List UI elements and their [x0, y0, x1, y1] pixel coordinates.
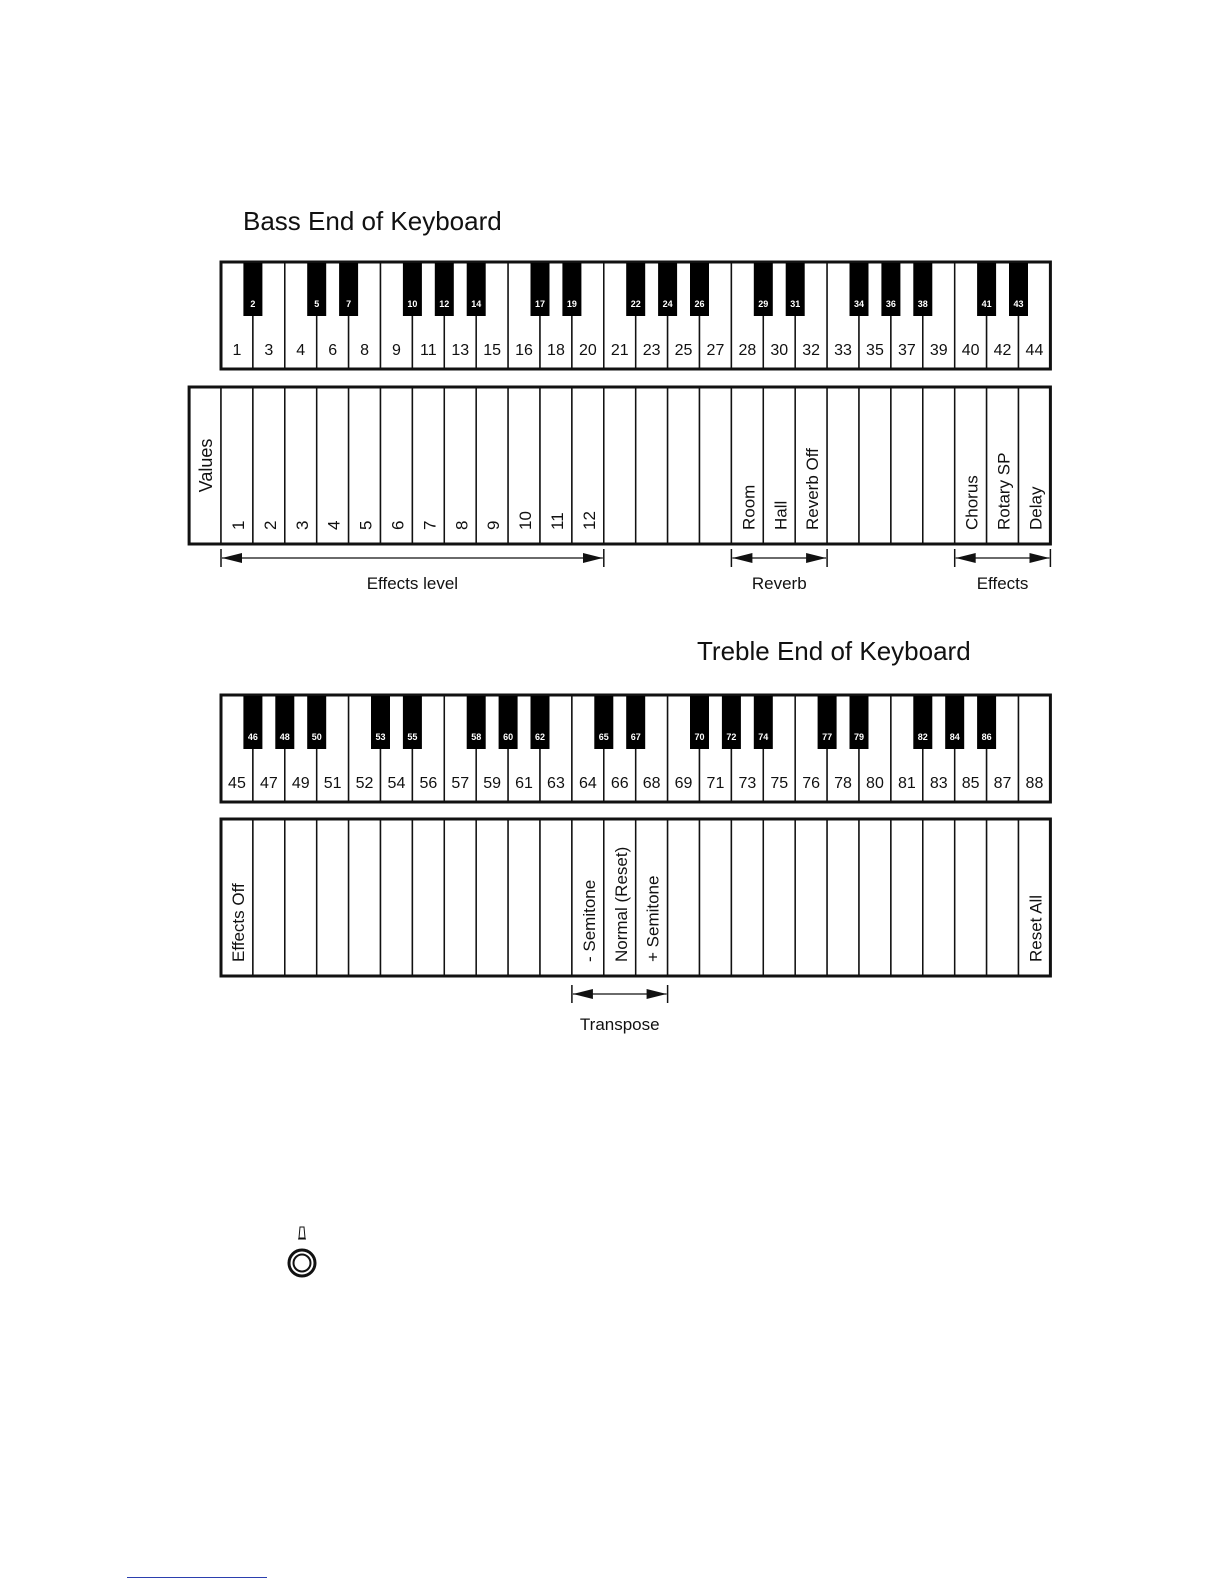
function-cell [859, 387, 891, 544]
function-cell [795, 819, 827, 976]
white-key-number: 80 [866, 775, 884, 792]
function-label: 6 [388, 520, 408, 530]
black-key-number: 34 [853, 299, 865, 309]
function-label: Chorus [962, 475, 982, 530]
white-key-number: 52 [355, 775, 374, 792]
black-key-number: 48 [279, 732, 290, 742]
function-cell [285, 387, 317, 544]
function-cell [381, 387, 413, 544]
black-key-number: 70 [694, 732, 705, 742]
black-key-number: 24 [662, 299, 673, 309]
white-key-number: 28 [738, 342, 757, 359]
white-key-number: 68 [642, 775, 661, 792]
black-key-number: 82 [917, 732, 928, 742]
function-label: Room [739, 484, 759, 530]
function-label: - Semitone [579, 879, 599, 962]
function-cell [923, 387, 955, 544]
function-cell [349, 819, 381, 976]
black-key-number: 67 [630, 732, 641, 742]
function-label: 11 [547, 512, 567, 530]
white-key-number: 88 [1025, 775, 1044, 792]
white-key-number: 49 [291, 775, 310, 792]
footer-rule [127, 1577, 267, 1578]
function-cell [476, 387, 508, 544]
black-key-number: 14 [471, 299, 482, 309]
function-label: Delay [1026, 486, 1046, 530]
white-key-number: 32 [802, 342, 821, 359]
function-label: Rotary SP [994, 452, 1014, 530]
black-key-number: 86 [981, 732, 992, 742]
group-label: Effects level [366, 574, 459, 593]
black-key-number: 38 [917, 299, 928, 309]
black-key-number: 43 [1013, 299, 1024, 309]
white-key-number: 20 [578, 342, 597, 359]
function-label: 12 [579, 511, 599, 530]
function-cell [668, 819, 700, 976]
white-key-number: 78 [834, 775, 852, 792]
white-key-number: 59 [483, 775, 502, 792]
treble-section-title: Treble End of Keyboard [697, 636, 971, 666]
function-cell [604, 387, 636, 544]
white-key-number: 64 [578, 775, 597, 792]
white-key-number: 42 [993, 342, 1012, 359]
function-cell [317, 387, 349, 544]
function-label: Effects Off [228, 883, 248, 962]
black-key-number: 60 [503, 732, 514, 742]
function-label: 8 [452, 520, 472, 530]
function-label: 4 [324, 520, 344, 530]
white-key-number: 15 [483, 342, 502, 359]
white-key-number: 27 [706, 342, 725, 359]
function-label: 7 [420, 520, 440, 530]
white-key-number: 69 [674, 775, 693, 792]
function-label: 1 [228, 520, 248, 530]
group-label: Effects [976, 574, 1029, 593]
white-key-number: 44 [1025, 342, 1044, 359]
white-key-number: 35 [866, 342, 884, 359]
function-cell [827, 819, 859, 976]
bass-section-title: Bass End of Keyboard [243, 206, 502, 236]
white-key-number: 63 [547, 775, 565, 792]
black-key-number: 84 [949, 732, 960, 742]
white-key-number: 76 [802, 775, 821, 792]
bass-function-table [189, 387, 1050, 544]
function-cell [381, 819, 413, 976]
black-key-number: 74 [758, 732, 769, 742]
treble-group-brackets [572, 985, 668, 1034]
function-cell [444, 387, 476, 544]
white-key-number: 18 [547, 342, 565, 359]
function-cell [700, 387, 732, 544]
white-key-number: 83 [929, 775, 948, 792]
black-key-number: 5 [314, 299, 320, 309]
function-cell [827, 387, 859, 544]
black-key-number: 77 [822, 732, 833, 742]
function-cell [987, 819, 1019, 976]
black-key-number: 55 [407, 732, 418, 742]
function-label: 3 [292, 520, 312, 530]
function-label: 10 [516, 511, 536, 530]
black-key-number: 41 [981, 299, 992, 309]
white-key-number: 1 [232, 342, 242, 359]
black-key-number: 12 [439, 299, 450, 309]
group-label: Reverb [751, 574, 807, 593]
black-key-number: 29 [758, 299, 769, 309]
function-cell [444, 819, 476, 976]
function-cell [731, 819, 763, 976]
function-cell [955, 819, 987, 976]
black-key-number: 2 [250, 299, 256, 309]
function-label: 9 [484, 520, 504, 530]
treble-function-table [221, 819, 1050, 976]
white-key-number: 16 [515, 342, 533, 359]
white-key-number: 75 [770, 775, 789, 792]
white-key-number: 6 [328, 342, 338, 359]
white-key-number: 87 [993, 775, 1012, 792]
function-label: 5 [356, 520, 376, 530]
function-cell [668, 387, 700, 544]
function-cell [476, 819, 508, 976]
white-key-number: 30 [770, 342, 789, 359]
function-cell [540, 819, 572, 976]
function-cell [317, 819, 349, 976]
white-key-number: 57 [451, 775, 470, 792]
function-cell [700, 819, 732, 976]
white-key-number: 40 [961, 342, 980, 359]
function-cell [891, 387, 923, 544]
function-cell [923, 819, 955, 976]
white-key-number: 47 [259, 775, 278, 792]
function-label: Normal (Reset) [611, 846, 631, 962]
black-key-number: 19 [566, 299, 577, 309]
white-key-number: 8 [360, 342, 370, 359]
function-cell [763, 819, 795, 976]
function-label: Reverb Off [803, 448, 823, 530]
function-cell [636, 387, 668, 544]
values-header-label: Values [196, 438, 217, 493]
white-key-number: 37 [897, 342, 916, 359]
black-key-number: 79 [853, 732, 865, 742]
function-cell [285, 819, 317, 976]
treble-keyboard [221, 695, 1050, 802]
black-key-number: 72 [726, 732, 737, 742]
white-key-number: 9 [391, 342, 401, 359]
white-key-number: 61 [515, 775, 533, 792]
black-key-number: 10 [407, 299, 418, 309]
function-cell [859, 819, 891, 976]
white-key-number: 73 [738, 775, 757, 792]
white-key-number: 4 [296, 342, 306, 359]
function-label: + Semitone [643, 875, 663, 962]
knob-icon [286, 1247, 318, 1279]
white-key-number: 23 [642, 342, 661, 359]
black-key-number: 62 [534, 732, 546, 742]
black-key-number: 7 [346, 299, 352, 309]
white-key-number: 85 [961, 775, 980, 792]
function-cell [253, 387, 285, 544]
black-key-number: 36 [885, 299, 896, 309]
white-key-number: 56 [419, 775, 438, 792]
group-label: Transpose [579, 1015, 660, 1034]
function-cell [221, 387, 253, 544]
black-key-number: 17 [534, 299, 546, 309]
bass-group-brackets [221, 549, 1050, 593]
function-label: Reset All [1026, 894, 1046, 962]
white-key-number: 81 [897, 775, 916, 792]
white-key-number: 66 [610, 775, 629, 792]
white-key-number: 21 [610, 342, 629, 359]
function-label: 2 [260, 520, 280, 530]
black-key-number: 31 [790, 299, 801, 309]
black-key-number: 58 [471, 732, 482, 742]
white-key-number: 3 [264, 342, 274, 359]
black-key-number: 53 [375, 732, 386, 742]
white-key-number: 39 [929, 342, 948, 359]
black-key-number: 50 [311, 732, 322, 742]
white-key-number: 33 [834, 342, 852, 359]
function-cell [508, 819, 540, 976]
white-key-number: 11 [420, 342, 437, 359]
black-key-number: 26 [694, 299, 705, 309]
black-key-number: 65 [598, 732, 609, 742]
white-key-number: 71 [706, 775, 725, 792]
knob-pointer-icon [297, 1226, 307, 1240]
function-cell [891, 819, 923, 976]
white-key-number: 54 [387, 775, 406, 792]
white-key-number: 25 [674, 342, 693, 359]
bass-keyboard [221, 262, 1050, 369]
white-key-number: 51 [323, 775, 342, 792]
white-key-number: 13 [451, 342, 470, 359]
function-cell [412, 819, 444, 976]
black-key-number: 46 [247, 732, 258, 742]
white-key-number: 45 [228, 775, 246, 792]
function-cell [349, 387, 381, 544]
function-label: Hall [771, 500, 791, 530]
function-cell [253, 819, 285, 976]
function-cell [412, 387, 444, 544]
black-key-number: 22 [630, 299, 641, 309]
